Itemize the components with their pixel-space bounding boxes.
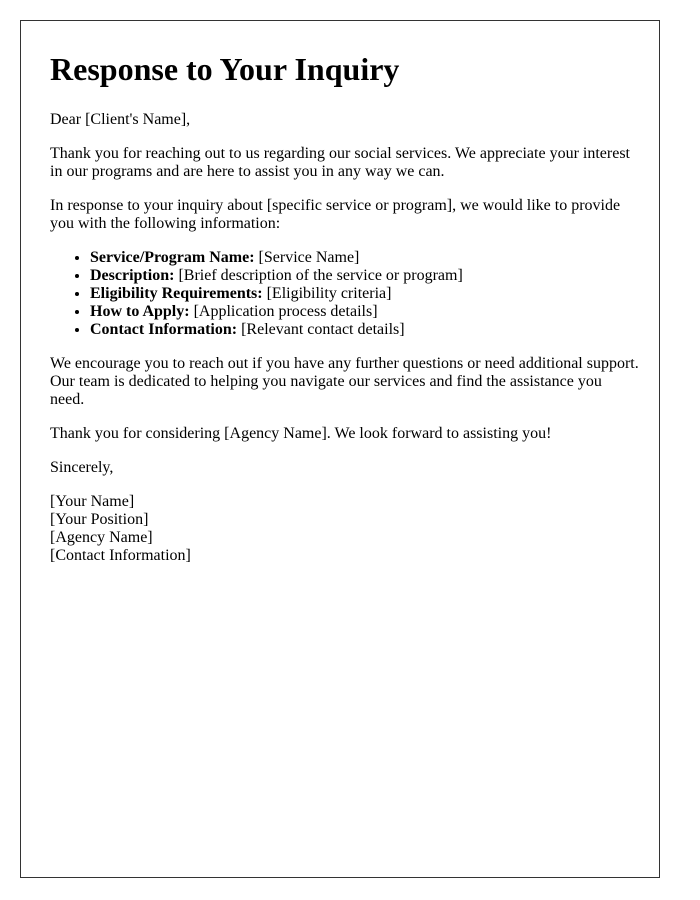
closing: Sincerely, bbox=[50, 459, 114, 476]
signature-position: [Your Position] bbox=[50, 511, 149, 528]
salutation: Dear [Client's Name], bbox=[50, 111, 191, 128]
list-item-label: Eligibility Requirements: bbox=[90, 285, 263, 302]
list-item bbox=[90, 249, 640, 267]
list-item bbox=[90, 285, 640, 303]
letter-content bbox=[50, 49, 640, 565]
list-item-value: [Relevant contact details] bbox=[237, 321, 405, 338]
intro-paragraph: Thank you for reaching out to us regarding our social services. We appreciate your interest in our programs and are here to assist you in any way we can. bbox=[50, 145, 630, 180]
list-item-value: [Brief description of the service or program] bbox=[174, 267, 463, 284]
list-item bbox=[90, 267, 640, 285]
signature-agency: [Agency Name] bbox=[50, 529, 153, 546]
list-item-value: [Eligibility criteria] bbox=[262, 285, 392, 302]
inquiry-paragraph: In response to your inquiry about [specific service or program], we would like to provide you with the following information: bbox=[50, 197, 621, 232]
signature-block bbox=[50, 493, 640, 565]
list-item-label: Description: bbox=[90, 267, 175, 284]
list-item-label: Contact Information: bbox=[90, 321, 238, 338]
list-item-label: How to Apply: bbox=[90, 303, 190, 320]
signature-name: [Your Name] bbox=[50, 493, 135, 510]
list-item-value: [Service Name] bbox=[254, 249, 360, 266]
thanks-paragraph: Thank you for considering [Agency Name]. We look forward to assisting you! bbox=[50, 425, 552, 442]
letter-page bbox=[20, 20, 660, 878]
list-item bbox=[90, 303, 640, 321]
list-item-value: [Application process details] bbox=[189, 303, 378, 320]
support-paragraph: We encourage you to reach out if you have any further questions or need additional support. Our team is dedicated to helping you navigate our services and find the assistance you need. bbox=[50, 355, 639, 408]
info-list bbox=[50, 249, 640, 339]
list-item bbox=[90, 321, 640, 339]
letter-title: Response to Your Inquiry bbox=[50, 51, 400, 87]
signature-contact: [Contact Information] bbox=[50, 547, 191, 564]
list-item-label: Service/Program Name: bbox=[90, 249, 255, 266]
